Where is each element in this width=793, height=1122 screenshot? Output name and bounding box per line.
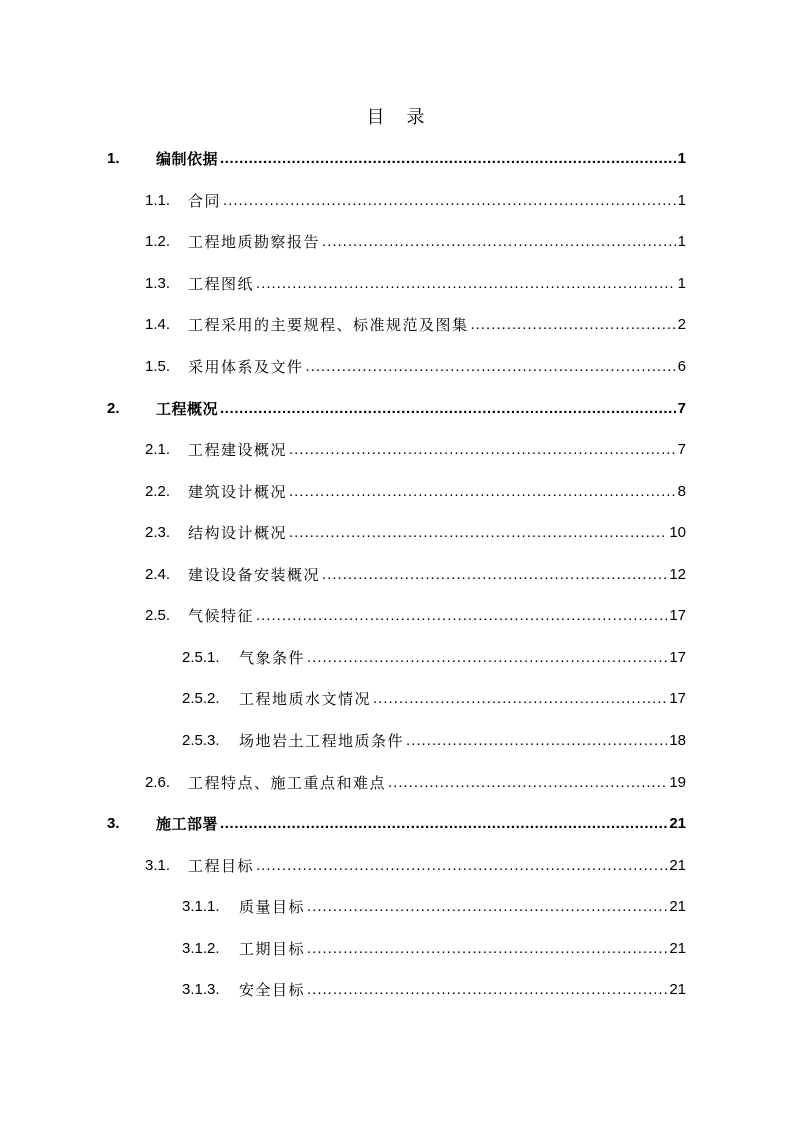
toc-entry-number: 2.4. <box>145 566 171 583</box>
toc-entry[interactable] <box>145 564 686 586</box>
toc-entry-page: 17 <box>669 649 686 666</box>
toc-entry-number: 1.1. <box>145 192 171 209</box>
toc-entry[interactable] <box>107 398 686 420</box>
toc-entry[interactable] <box>145 481 686 503</box>
toc-entry[interactable] <box>145 231 686 253</box>
toc-entry-number: 1.4. <box>145 316 171 333</box>
toc-entry-page: 7 <box>677 441 686 458</box>
toc-entry-label: 工程概况 <box>156 400 219 418</box>
toc-entry[interactable] <box>182 647 686 669</box>
toc-leader-dots <box>256 605 667 627</box>
toc-entry-page: 17 <box>669 690 686 707</box>
toc-entry-page: 1 <box>677 150 686 167</box>
toc-leader-dots <box>307 979 667 1001</box>
toc-leader-dots <box>289 522 667 544</box>
toc-leader-dots <box>220 148 676 170</box>
toc-leader-dots <box>307 896 667 918</box>
toc-entry-label: 工程目标 <box>188 857 255 875</box>
toc-entry[interactable] <box>145 855 686 877</box>
toc-entry[interactable] <box>107 813 686 835</box>
toc-title: 目 录 <box>366 107 427 128</box>
toc-entry-page: 6 <box>677 358 686 375</box>
toc-entry-number: 2.3. <box>145 524 171 541</box>
toc-entry-label: 施工部署 <box>156 815 219 833</box>
toc-entry-label: 气象条件 <box>239 649 306 667</box>
toc-entry-page: 21 <box>669 898 686 915</box>
toc-entry-number: 3. <box>107 815 120 832</box>
toc-leader-dots <box>306 356 676 378</box>
toc-leader-dots <box>220 813 667 835</box>
toc-entry-number: 3.1.3. <box>182 981 220 998</box>
toc-entry-page: 1 <box>677 275 686 292</box>
toc-leader-dots <box>471 314 676 336</box>
toc-leader-dots <box>373 688 667 710</box>
toc-entry-label: 工程建设概况 <box>188 441 288 459</box>
toc-leader-dots <box>220 398 676 420</box>
toc-entry[interactable] <box>182 979 686 1001</box>
toc-entry-page: 21 <box>669 940 686 957</box>
toc-entry[interactable] <box>145 190 686 212</box>
toc-entry-number: 2.5.1. <box>182 649 220 666</box>
toc-entry-label: 气候特征 <box>188 607 255 625</box>
toc-entry-page: 1 <box>677 192 686 209</box>
toc-entry-label: 编制依据 <box>156 150 219 168</box>
toc-entry[interactable] <box>145 314 686 336</box>
toc-entry-page: 18 <box>669 732 686 749</box>
toc-entry-number: 3.1. <box>145 857 171 874</box>
toc-entry-page: 17 <box>669 607 686 624</box>
toc-entry-label: 工程特点、施工重点和难点 <box>188 774 387 792</box>
toc-entry-page: 8 <box>677 483 686 500</box>
toc-entry-number: 2.5.3. <box>182 732 220 749</box>
toc-entry-page: 12 <box>669 566 686 583</box>
toc-entry-number: 1. <box>107 150 120 167</box>
toc-leader-dots <box>289 481 676 503</box>
toc-entry-page: 7 <box>677 400 686 417</box>
toc-entry-number: 2.1. <box>145 441 171 458</box>
toc-entry[interactable] <box>182 730 686 752</box>
toc-entry-number: 2. <box>107 400 120 417</box>
toc-entry-number: 1.5. <box>145 358 171 375</box>
toc-entry-label: 结构设计概况 <box>188 524 288 542</box>
toc-entry-number: 2.2. <box>145 483 171 500</box>
toc-entry-number: 2.6. <box>145 774 171 791</box>
toc-entry-page: 21 <box>669 981 686 998</box>
toc-leader-dots <box>256 855 667 877</box>
toc-entry-label: 合同 <box>188 192 222 210</box>
toc-leader-dots <box>307 647 667 669</box>
toc-entry-page: 2 <box>677 316 686 333</box>
toc-entry-page: 21 <box>669 857 686 874</box>
toc-entry-label: 质量目标 <box>239 898 306 916</box>
toc-entry[interactable] <box>145 522 686 544</box>
toc-entry-number: 2.5. <box>145 607 171 624</box>
toc-entry[interactable] <box>182 688 686 710</box>
toc-entry-label: 工期目标 <box>239 940 306 958</box>
toc-entry-page: 10 <box>669 524 686 541</box>
toc-entry[interactable] <box>145 605 686 627</box>
toc-entry-label: 工程地质水文情况 <box>239 690 372 708</box>
toc-leader-dots <box>256 273 676 295</box>
toc-entry-number: 3.1.2. <box>182 940 220 957</box>
toc-leader-dots <box>388 772 667 794</box>
toc-entry[interactable] <box>145 439 686 461</box>
toc-entry-label: 工程图纸 <box>188 275 255 293</box>
toc-entry-label: 工程地质勘察报告 <box>188 233 321 251</box>
toc-entry-label: 场地岩土工程地质条件 <box>239 732 405 750</box>
toc-leader-dots <box>322 231 676 253</box>
toc-entry[interactable] <box>145 772 686 794</box>
toc-entry-number: 2.5.2. <box>182 690 220 707</box>
toc-entry-page: 21 <box>669 815 686 832</box>
toc-entry-label: 建设设备安装概况 <box>188 566 321 584</box>
toc-leader-dots <box>406 730 667 752</box>
toc-entry-page: 1 <box>677 233 686 250</box>
toc-entry[interactable] <box>182 938 686 960</box>
toc-entry-label: 采用体系及文件 <box>188 358 304 376</box>
toc-entry-number: 1.2. <box>145 233 171 250</box>
toc-entry[interactable] <box>145 273 686 295</box>
toc-leader-dots <box>307 938 667 960</box>
toc-entry-label: 安全目标 <box>239 981 306 999</box>
toc-entry-label: 建筑设计概况 <box>188 483 288 501</box>
toc-entry[interactable] <box>107 148 686 170</box>
toc-entry[interactable] <box>145 356 686 378</box>
toc-leader-dots <box>223 190 676 212</box>
toc-leader-dots <box>322 564 667 586</box>
toc-entry-label: 工程采用的主要规程、标准规范及图集 <box>188 316 469 334</box>
toc-leader-dots <box>289 439 676 461</box>
toc-entry-number: 3.1.1. <box>182 898 220 915</box>
toc-entry-number: 1.3. <box>145 275 171 292</box>
toc-entry-page: 19 <box>669 774 686 791</box>
toc-entry[interactable] <box>182 896 686 918</box>
